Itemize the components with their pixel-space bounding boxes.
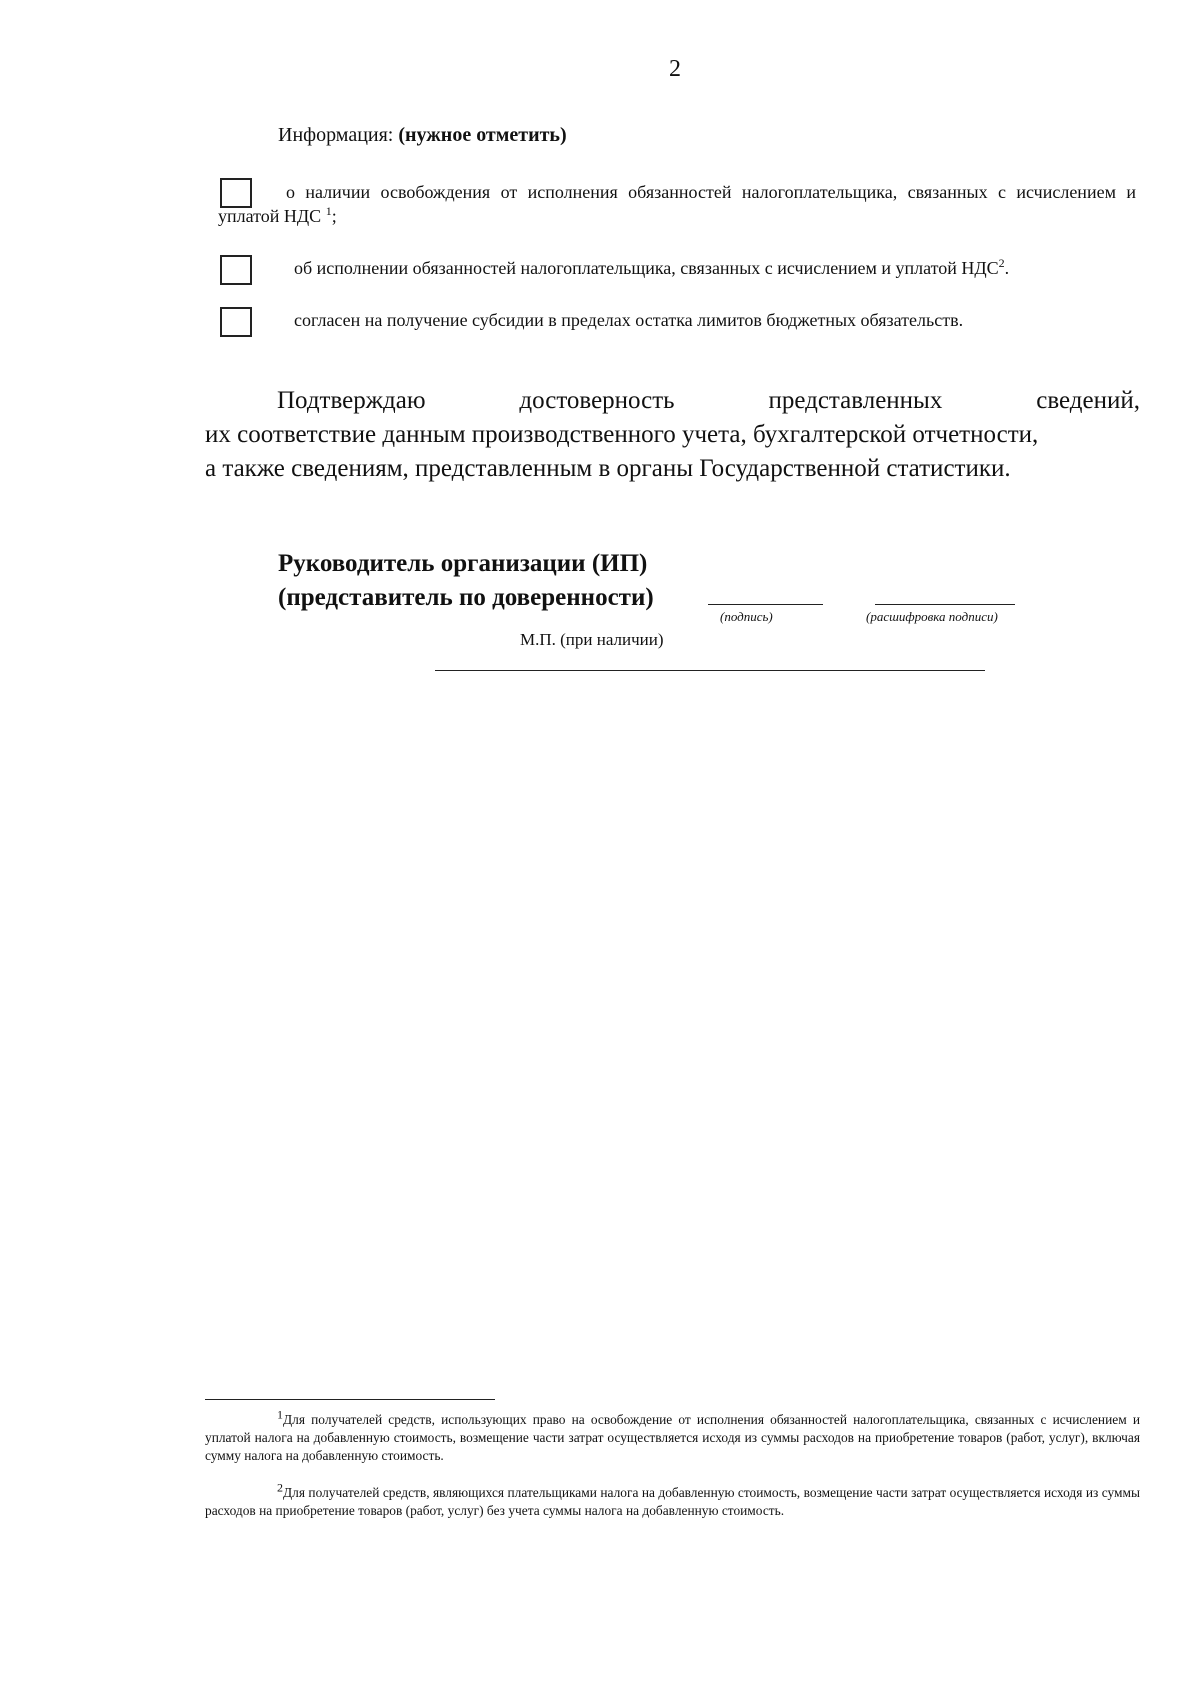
info-label: Информация: [278,124,399,146]
confirmation-word: сведений, [1036,387,1140,414]
footnote-text: Для получателей средств, использующих право на освобождение от исполнения обязанностей налогоплательщика, связанных с исчислением и уплатой налога на добавленную стоимость, возмещение части затрат осуществляется исходя из суммы расходов на приобретение товаров (работ, услуг), включая сумму налога на добавленную стоимость. [205,1412,1140,1463]
confirmation-line-1 [205,384,1140,418]
info-instruction: (нужное отметить) [398,124,567,146]
footnote-text: Для получателей средств, являющихся плательщиками налога на добавленную стоимость, возмещение части затрат осуществляется исходя из суммы расходов на приобретение товаров (работ, услуг) без учета суммы налога на добавленную стоимость. [205,1485,1140,1518]
footnote-ref: 2 [998,256,1005,270]
footnote-ref: 1 [325,204,332,218]
signature-line [708,604,823,605]
option-text: согласен на получение субсидии в пределах остатка лимитов бюджетных обязательств. [294,310,964,330]
option-punct: ; [331,206,337,226]
confirmation-line-2: их соответствие данным производственного учета, бухгалтерской отчетности, [205,421,1039,448]
signature-caption: (подпись) [720,609,773,624]
stamp-place: М.П. (при наличии) [520,630,664,649]
option-punct: . [1004,258,1010,278]
footnote-marker: 1 [277,1407,283,1422]
option-vat-exemption [218,180,1136,228]
divider-line [435,670,985,671]
checkbox-subsidy-consent[interactable] [220,307,252,337]
info-heading [278,124,567,147]
footnote-separator [205,1399,495,1400]
signature-decoding-caption: (расшифровка подписи) [866,609,998,624]
confirmation-word: достоверность [519,387,675,414]
confirmation-paragraph [205,384,1140,486]
signature-decoding-line [875,604,1015,605]
footnote-marker: 2 [277,1480,283,1495]
option-subsidy-consent [294,308,1136,332]
confirmation-word: Подтверждаю [277,387,426,414]
confirmation-word: представленных [768,387,943,414]
footnote-1 [205,1407,1140,1465]
footnote-2 [205,1480,1140,1520]
signature-title-line-1: Руководитель организации (ИП) [278,550,648,577]
option-vat-obligations [218,256,1136,280]
confirmation-line-3: а также сведениям, представленным в органы Государственной статистики. [205,455,1011,482]
signature-title [278,547,654,615]
option-text: об исполнении обязанностей налогоплательщика, связанных с исчислением и уплатой НДС [294,258,999,278]
page-number: 2 [669,56,681,82]
option-text: о наличии освобождения от исполнения обязанностей налогоплательщика, связанных с исчислением и уплатой НДС [218,182,1136,226]
signature-title-line-2: (представитель по доверенности) [278,584,654,611]
